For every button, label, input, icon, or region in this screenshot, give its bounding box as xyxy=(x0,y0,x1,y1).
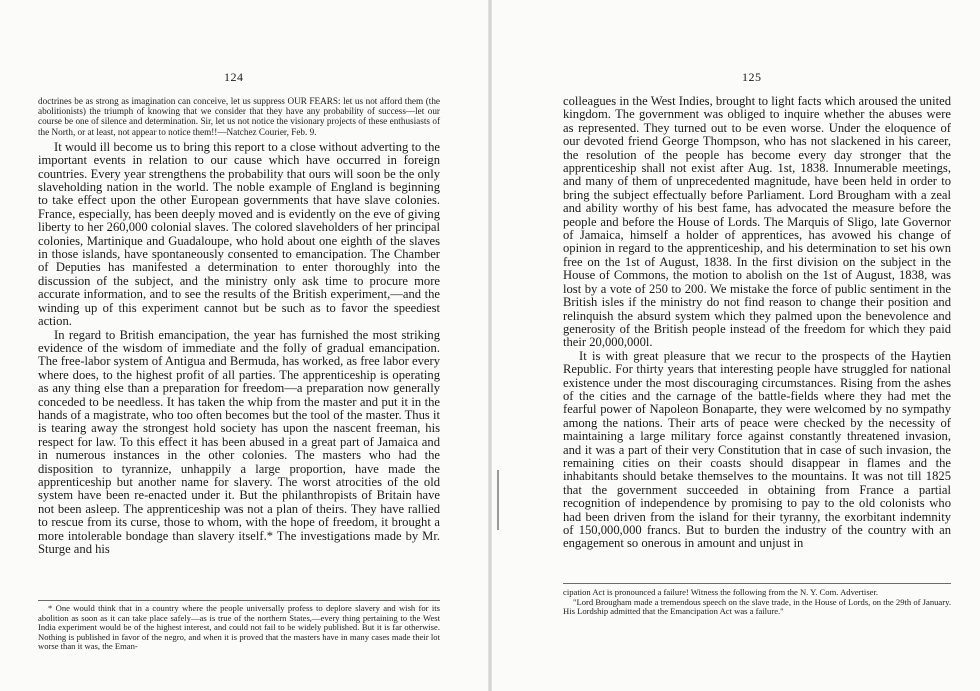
right-page xyxy=(490,0,980,691)
book-gutter xyxy=(488,0,492,691)
page-number-left: 124 xyxy=(224,70,244,84)
footnote-right xyxy=(563,588,951,617)
footnote-quote: "Lord Brougham made a tremendous speech on the slave trade, in the House of Lords, on the 29th of January. His Lordship admitted that the Emancipation Act was a failure." xyxy=(563,596,951,617)
paragraph-west-indies: colleagues in the West Indies, brought to light facts which aroused the united kingdom. The government was obliged to inquire whether the abuses were as represented. They turned out to be even worse. Under the eloquence of our devoted friend George Thompson, who has not slackened in his career, the resolution of the people has become every day stronger that the apprenticeship shall not exist after Aug. 1st, 1838. Innumerable meetings, and many of them of unprecedented magnitude, have been held in order to bring the subject effectually before Parliament. Lord Brougham with a zeal and ability worthy of his best fame, has advocated the measure before the people and before the House of Lords. The Marquis of Sligo, late Governor of Jamaica, himself a holder of apprentices, has avowed his change of opinion in regard to the apprenticeship, and his determination to set his own free on the 1st of August, 1838. In the first division on the subject in the House of Commons, the motion to abolish on the 1st of August, 1838, was lost by a vote of 250 to 200. We mistake the force of public sentiment in the British isles if the ministry do not find reason to change their position and relinquish the absurd system which they palmed upon the benevolence and generosity of the British people instead of the freedom for which they paid their 20,000,000l. xyxy=(563,94,951,350)
quoted-passage: doctrines be as strong as imagination can conceive, let us suppress OUR FEARS: let us not afford them (the abolitionists) the triumph of knowing that we consider that they have any probability of success—let our course be one of silence and determination. Sir, let us not notice the visionary projects of these enthusiasts of the North, or at least, not appear to notice them!!—Natchez Courier, Feb. 9. xyxy=(38,96,440,137)
left-text-column xyxy=(38,96,440,556)
footnote-text: * One would think that in a country where the people universally profess to deplore slavery and wish for its abolition as soon as it can take place safely—as is true of the northern States,—every thing pertaining to the West India experiment would be of the highest interest, and could not fail to be widely published. But it is far otherwise. Nothing is published in favor of the negro, and when it is proved that the masters have in many cases made their lot worse than it was, the Eman- xyxy=(38,603,440,652)
footnote-rule-right xyxy=(563,583,951,584)
right-body-text xyxy=(563,95,951,551)
footnote-left xyxy=(38,604,440,652)
page-number-right: 125 xyxy=(742,70,762,84)
paragraph-foreign-events: It would ill become us to bring this report to a close without adverting to the important events in relation to our cause which have occurred in foreign countries. Every year strengthens the probability that ours will soon be the only slaveholding nation in the world. The noble example of England is beginning to take effect upon the other European governments that have slave colonies. France, especially, has been deeply moved and is evidently on the eve of giving liberty to her 260,000 colonial slaves. The colored slaveholders of her principal colonies, Martinique and Guadaloupe, who hold about one eighth of the slaves in those islands, have spontaneously consented to emancipation. The Chamber of Deputies has manifested a determination to enter thoroughly into the discussion of the subject, and the ministry only ask time to procure more accurate information, and to see the results of the British experiment,—and the winding up of this experiment cannot but be such as to favor the speediest action. xyxy=(38,139,440,329)
gutter-fold-mark xyxy=(497,470,499,530)
right-text-column xyxy=(563,95,951,551)
paragraph-haytien-republic: It is with great pleasure that we recur to the prospects of the Haytien Republic. For thirty years that interesting people have struggled for national existence under the most discouraging circumstances. Rising from the ashes of the cities and the carnage of the battle-fields where they had met the fearful power of Napoleon Bonaparte, they were welcomed by no sympathy among the nations. Their arts of peace were checked by the necessity of maintaining a large military force against constantly threatened invasion, and it was a part of their very Constitution that in case of such invasion, the remaining cities on their coasts should disappear in flames and the inhabitants should betake themselves to the mountains. It was not till 1825 that the government succeeded in obtaining from France a partial recognition of independence by promising to pay to the old colonists who had been driven from the island for their tyranny, the exorbitant indemnity of 150,000,000 francs. But to burden the industry of the country with an engagement so onerous in amount and unjust in xyxy=(563,348,951,551)
left-body-text xyxy=(38,141,440,557)
footnote-rule-left xyxy=(38,600,440,601)
paragraph-british-emancipation: In regard to British emancipation, the year has furnished the most striking evidence of the wisdom of immediate and the folly of gradual emancipation. The free-labor system of Antigua and Bermuda, has worked, as free labor every where does, to the highest profit of all parties. The apprenticeship is operating as any thing else than a preparation for freedom—a preparation now generally conceded to be needless. It has taken the whip from the master and put it in the hands of a magistrate, who too often becomes but the tool of the master. Thus it is tearing away the strongest hold society has upon the nascent freeman, his respect for law. To this effect it has been abused in a great part of Jamaica and in numerous instances in the other colonies. The masters who had the disposition to tyrannize, unhappily a large proportion, have made the apprenticeship but another name for slavery. The worst atrocities of the old system have been re-enacted under it. But the philanthropists of Britain have not been asleep. The apprenticeship was not a plan of theirs. They have rallied to rescue from its curse, those to whom, with the hope of freedom, it brought a more intolerable bondage than slavery itself.* The investigations made by Mr. Sturge and his xyxy=(38,327,440,556)
footnote-continuation: cipation Act is pronounced a failure! Witness the following from the N. Y. Com. Advertiser. xyxy=(563,587,879,597)
